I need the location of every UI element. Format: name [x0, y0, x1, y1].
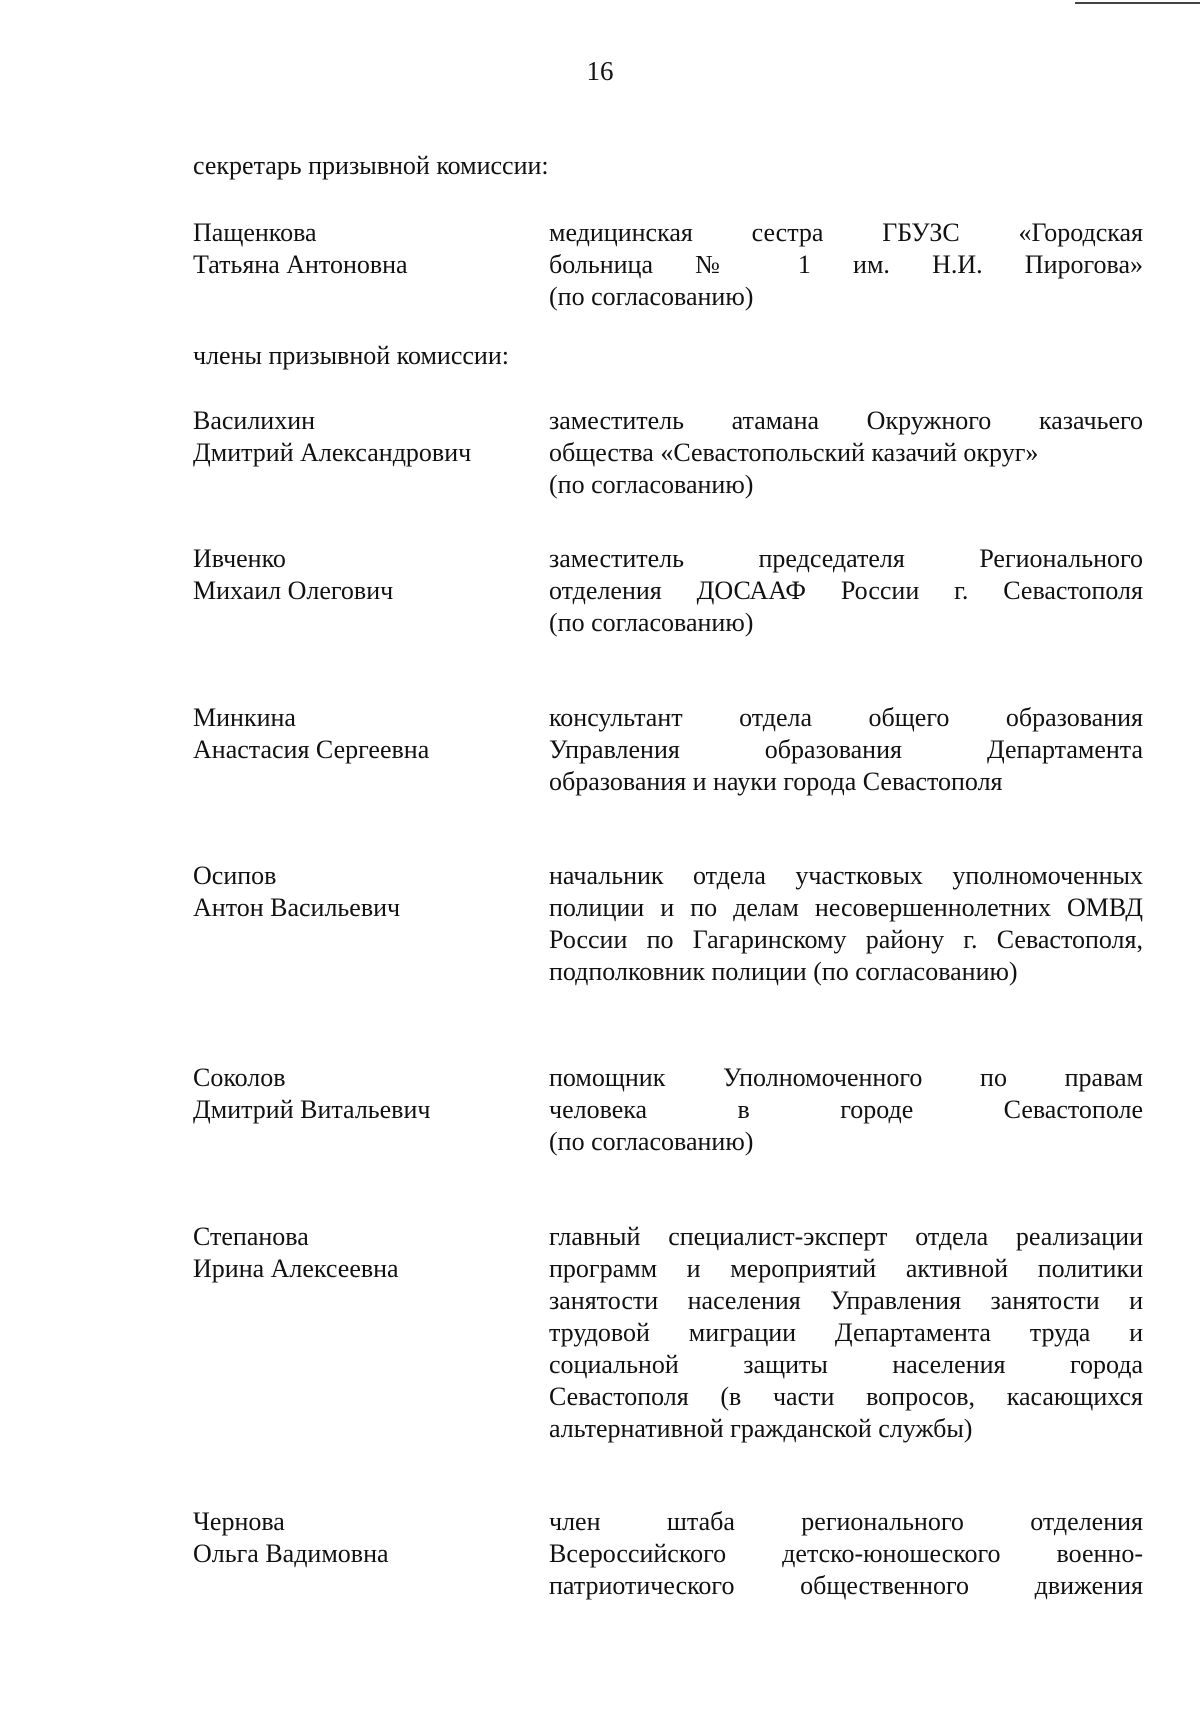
person-given-names: Анастасия Сергеевна	[193, 735, 430, 764]
person-role	[549, 543, 1143, 639]
role-line: (по согласованию)	[549, 1127, 754, 1156]
role-line: Всероссийского детско-юношеского военно-	[549, 1539, 1143, 1568]
members-section-label: члены призывной комиссии:	[193, 341, 509, 370]
person-name	[193, 860, 533, 924]
role-line: главный специалист-эксперт отдела реализации	[549, 1222, 1143, 1251]
person-name	[193, 1062, 533, 1126]
person-surname: Василихин	[193, 406, 316, 435]
role-line: заместитель председателя Регионального	[549, 544, 1143, 573]
role-line: альтернативной гражданской службы)	[549, 1414, 973, 1443]
person-role	[549, 702, 1143, 798]
person-given-names: Ирина Алексеевна	[193, 1254, 399, 1283]
role-line: полиции и по делам несовершеннолетних ОМВД	[549, 893, 1143, 922]
page-number: 16	[586, 56, 614, 86]
role-line: России по Гагаринскому району г. Севастополя,	[549, 925, 1143, 954]
person-name	[193, 405, 533, 469]
role-line: консультант отдела общего образования	[549, 703, 1143, 732]
role-line: (по согласованию)	[549, 282, 754, 311]
person-given-names: Ольга Вадимовна	[193, 1539, 389, 1568]
role-line: человека в городе Севастополе	[549, 1095, 1143, 1124]
role-line: образования и науки города Севастополя	[549, 767, 1003, 796]
role-line: программ и мероприятий активной политики	[549, 1254, 1143, 1283]
role-line: (по согласованию)	[549, 608, 754, 637]
role-line: начальник отдела участковых уполномоченных	[549, 861, 1143, 890]
role-line: медицинская сестра ГБУЗС «Городская	[549, 218, 1143, 247]
person-surname: Чернова	[193, 1507, 285, 1536]
role-line: отделения ДОСААФ России г. Севастополя	[549, 576, 1143, 605]
person-surname: Пащенкова	[193, 218, 317, 247]
role-line: (по согласованию)	[549, 470, 754, 499]
person-given-names: Татьяна Антоновна	[193, 250, 408, 279]
person-name	[193, 217, 533, 281]
secretary-section-label: секретарь призывной комиссии:	[193, 151, 549, 180]
person-name	[193, 543, 533, 607]
person-role	[549, 860, 1143, 988]
person-role	[549, 1221, 1143, 1445]
role-line: Севастополя (в части вопросов, касающихся	[549, 1382, 1143, 1411]
person-surname: Осипов	[193, 861, 277, 890]
role-line: Управления образования Департамента	[549, 735, 1143, 764]
person-role	[549, 1506, 1143, 1602]
person-surname: Соколов	[193, 1063, 286, 1092]
person-name	[193, 1506, 533, 1570]
role-line: подполковник полиции (по согласованию)	[549, 957, 1018, 986]
person-given-names: Дмитрий Витальевич	[193, 1095, 431, 1124]
role-line: больница № 1 им. Н.И. Пирогова»	[549, 250, 1143, 279]
person-given-names: Антон Васильевич	[193, 893, 401, 922]
role-line: общества «Севастопольский казачий округ»	[549, 438, 1039, 467]
person-given-names: Михаил Олегович	[193, 576, 394, 605]
person-role	[549, 405, 1143, 501]
role-line: патриотического общественного движения	[549, 1571, 1143, 1600]
role-line: социальной защиты населения города	[549, 1350, 1143, 1379]
role-line: трудовой миграции Департамента труда и	[549, 1318, 1143, 1347]
person-given-names: Дмитрий Александрович	[193, 438, 472, 467]
person-name	[193, 1221, 533, 1285]
role-line: заместитель атамана Окружного казачьего	[549, 406, 1143, 435]
person-role	[549, 217, 1143, 313]
person-surname: Ивченко	[193, 544, 286, 573]
role-line: занятости населения Управления занятости и	[549, 1286, 1143, 1315]
role-line: помощник Уполномоченного по правам	[549, 1063, 1143, 1092]
person-role	[549, 1062, 1143, 1158]
person-name	[193, 702, 533, 766]
scan-edge-mark	[1075, 2, 1200, 4]
role-line: член штаба регионального отделения	[549, 1507, 1143, 1536]
person-surname: Степанова	[193, 1222, 309, 1251]
person-surname: Минкина	[193, 703, 296, 732]
